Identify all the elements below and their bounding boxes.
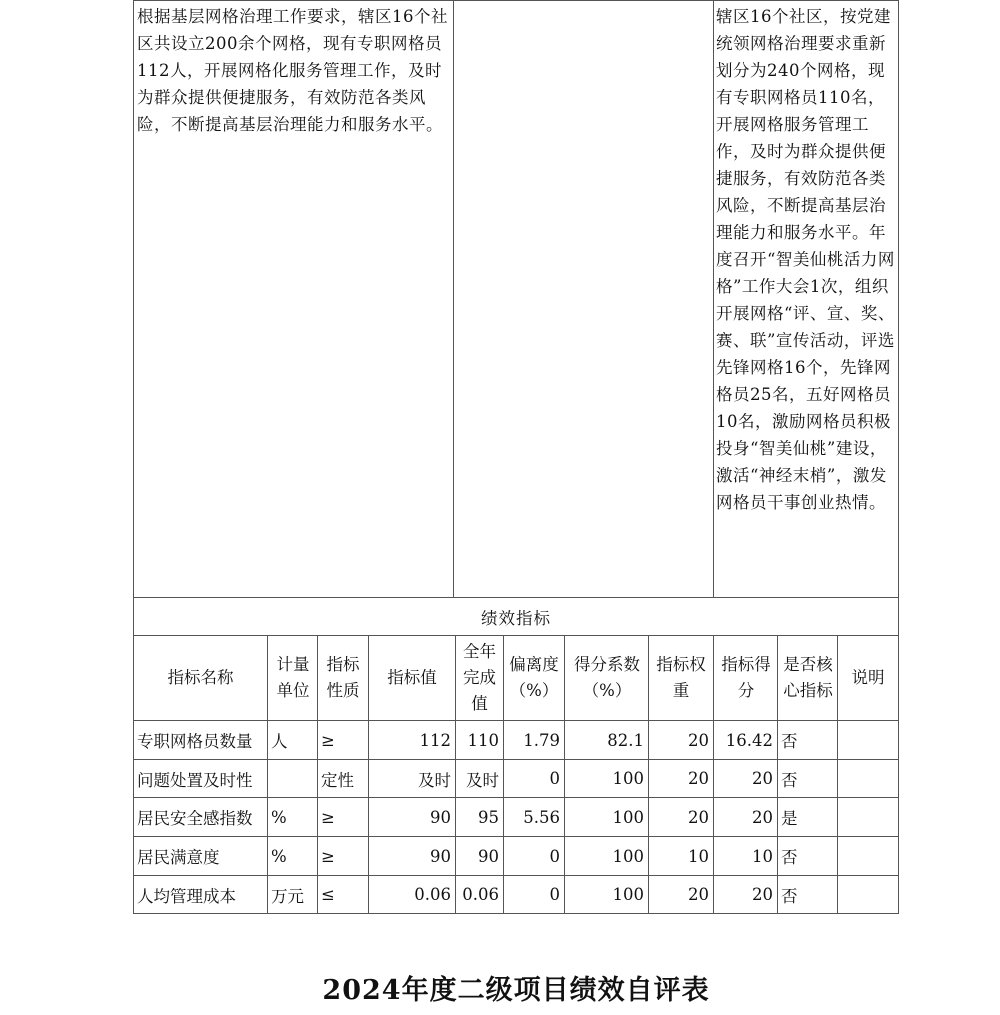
cell-actual-value: 0.06 <box>462 885 499 904</box>
cell-nature: ≥ <box>321 846 335 866</box>
cell-core-indicator: 否 <box>781 886 798 906</box>
header-nature: 指标性质 <box>326 655 360 700</box>
cell-indicator-name: 问题处置及时性 <box>137 770 253 790</box>
cell-weight: 20 <box>688 807 709 827</box>
cell-remark <box>838 721 898 759</box>
cell-weight: 20 <box>688 885 709 904</box>
cell-actual-value: 110 <box>467 730 499 750</box>
cell-deviation: 5.56 <box>523 807 560 827</box>
project-goal-text: 根据基层网格治理工作要求，辖区16个社区共设立200余个网格，现有专职网格员112人，开展网格化服务管理工作，及时为群众提供便捷服务，有效防范各类风险，不断提高基层治理能力和服务水平。 <box>137 7 448 134</box>
header-deviation: 偏离度（%） <box>509 655 559 700</box>
cell-target-value: 及时 <box>418 770 451 790</box>
header-target-value: 指标值 <box>387 668 437 687</box>
cell-indicator-name: 居民满意度 <box>137 848 220 867</box>
cell-score: 10 <box>752 846 773 866</box>
cell-core-indicator: 否 <box>781 770 798 790</box>
header-remark: 说明 <box>851 668 885 687</box>
cell-score-coefficient: 100 <box>612 885 644 904</box>
cell-target-value: 90 <box>430 846 451 866</box>
header-score-coefficient: 得分系数（%） <box>574 655 640 700</box>
cell-unit: % <box>271 807 287 827</box>
cell-score-coefficient: 82.1 <box>607 730 644 750</box>
cell-score-coefficient: 100 <box>612 807 644 827</box>
cell-indicator-name: 人均管理成本 <box>137 886 236 906</box>
cell-core-indicator: 否 <box>781 732 798 751</box>
next-page-title: 2024年度二级项目绩效自评表 <box>322 975 710 1006</box>
cell-deviation: 1.79 <box>523 730 560 750</box>
cell-target-value: 0.06 <box>414 885 451 904</box>
cell-nature: 定性 <box>321 770 354 790</box>
cell-weight: 20 <box>688 769 709 788</box>
cell-nature: ≥ <box>321 730 335 750</box>
cell-unit: 万元 <box>271 886 304 906</box>
cell-remark <box>838 798 898 836</box>
header-unit: 计量单位 <box>276 655 310 700</box>
cell-remark <box>838 876 898 913</box>
cell-remark <box>838 760 898 797</box>
cell-score-coefficient: 100 <box>612 846 644 866</box>
cell-unit <box>268 760 317 797</box>
cell-indicator-name: 专职网格员数量 <box>137 732 253 751</box>
cell-target-value: 112 <box>419 730 451 750</box>
cell-core-indicator: 是 <box>781 809 798 828</box>
cell-score: 20 <box>752 807 773 827</box>
cell-remark <box>838 837 898 875</box>
cell-deviation: 0 <box>549 846 560 866</box>
header-weight: 指标权重 <box>656 655 706 700</box>
cell-weight: 20 <box>688 730 709 750</box>
cell-score: 20 <box>752 885 773 904</box>
cell-score-coefficient: 100 <box>612 769 644 788</box>
cell-nature: ≥ <box>321 807 335 827</box>
cell-actual-value: 90 <box>478 846 499 866</box>
header-core-indicator: 是否核心指标 <box>783 655 833 700</box>
cell-actual-value: 95 <box>478 807 499 827</box>
header-score: 指标得分 <box>721 655 771 700</box>
section-title: 绩效指标 <box>481 608 551 628</box>
cell-unit: % <box>271 846 287 866</box>
cell-deviation: 0 <box>549 885 560 904</box>
cell-core-indicator: 否 <box>781 848 798 867</box>
cell-score: 16.42 <box>725 730 773 750</box>
actual-completion-text: 辖区16个社区，按党建统领网格治理要求重新划分为240个网格，现有专职网格员110名，开展网格服务管理工作，及时为群众提供便捷服务，有效防范各类风险，不断提高基层治理能力和服务水平。年度召开“智美仙桃活力网格”工作大会1次，组织开展网格“评、宣、奖、赛、联”宣传活动，评选先锋网格16个，先锋网格员25名，五好网格员10名，激励网格员积极投身“智美仙桃”建设，激活“神经末梢”，激发网格员干事创业热情。 <box>716 7 895 512</box>
cell-score: 20 <box>752 769 773 788</box>
cell-indicator-name: 居民安全感指数 <box>137 809 253 828</box>
cell-unit: 人 <box>271 732 288 751</box>
cell-deviation: 0 <box>549 769 560 788</box>
header-indicator-name: 指标名称 <box>167 668 234 687</box>
cell-nature: ≤ <box>321 885 335 904</box>
cell-target-value: 90 <box>430 807 451 827</box>
cell-weight: 10 <box>688 846 709 866</box>
cell-actual-value: 及时 <box>466 770 499 790</box>
header-actual-value: 全年完成值 <box>463 642 496 713</box>
